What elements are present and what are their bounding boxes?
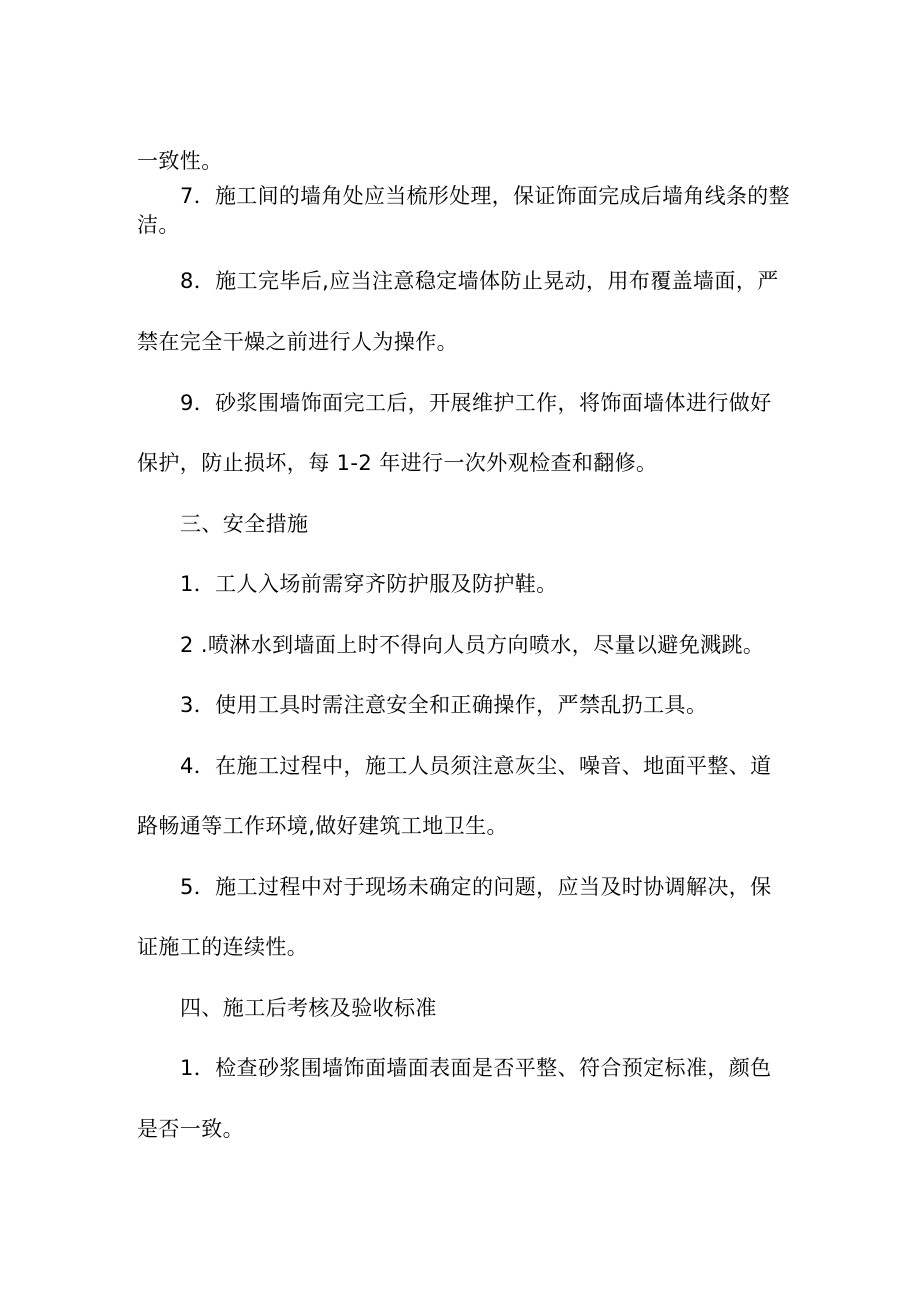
paragraph-line: 5．施工过程中对于现场未确定的问题，应当及时协调解决，保 (180, 875, 772, 899)
paragraph-line: 8．施工完毕后,应当注意稳定墙体防止晃动，用布覆盖墙面，严 (180, 269, 779, 293)
paragraph-line: 保护，防止损坏，每 1-2 年进行一次外观检查和翻修。 (137, 451, 658, 475)
paragraph-line: 3．使用工具时需注意安全和正确操作，严禁乱扔工具。 (180, 693, 708, 717)
paragraph-line: 洁。 (137, 213, 180, 237)
paragraph-line: 证施工的连续性。 (137, 935, 309, 959)
paragraph-line: 4．在施工过程中，施工人员须注意灰尘、噪音、地面平整、道 (180, 754, 772, 778)
paragraph-line: 是否一致。 (137, 1117, 244, 1141)
paragraph-line: 7．施工间的墙角处应当梳形处理，保证饰面完成后墙角线条的整 (180, 184, 790, 208)
paragraph-line: 1．工人入场前需穿齐防护服及防护鞋。 (180, 572, 558, 596)
paragraph-line: 路畅通等工作环境,做好建筑工地卫生。 (137, 814, 508, 838)
paragraph-line: 1．检查砂浆围墙饰面墙面表面是否平整、符合预定标准，颜色 (180, 1056, 772, 1080)
paragraph-line: 2 .喷淋水到墙面上时不得向人员方向喷水，尽量以避免溅跳。 (180, 633, 765, 657)
section-heading: 三、安全措施 (180, 512, 309, 536)
paragraph-line: 一致性。 (137, 149, 223, 173)
paragraph-line: 禁在完全干燥之前进行人为操作。 (137, 330, 458, 354)
paragraph-line: 9．砂浆围墙饰面完工后，开展维护工作，将饰面墙体进行做好 (180, 391, 772, 415)
section-heading: 四、施工后考核及验收标准 (180, 996, 437, 1020)
